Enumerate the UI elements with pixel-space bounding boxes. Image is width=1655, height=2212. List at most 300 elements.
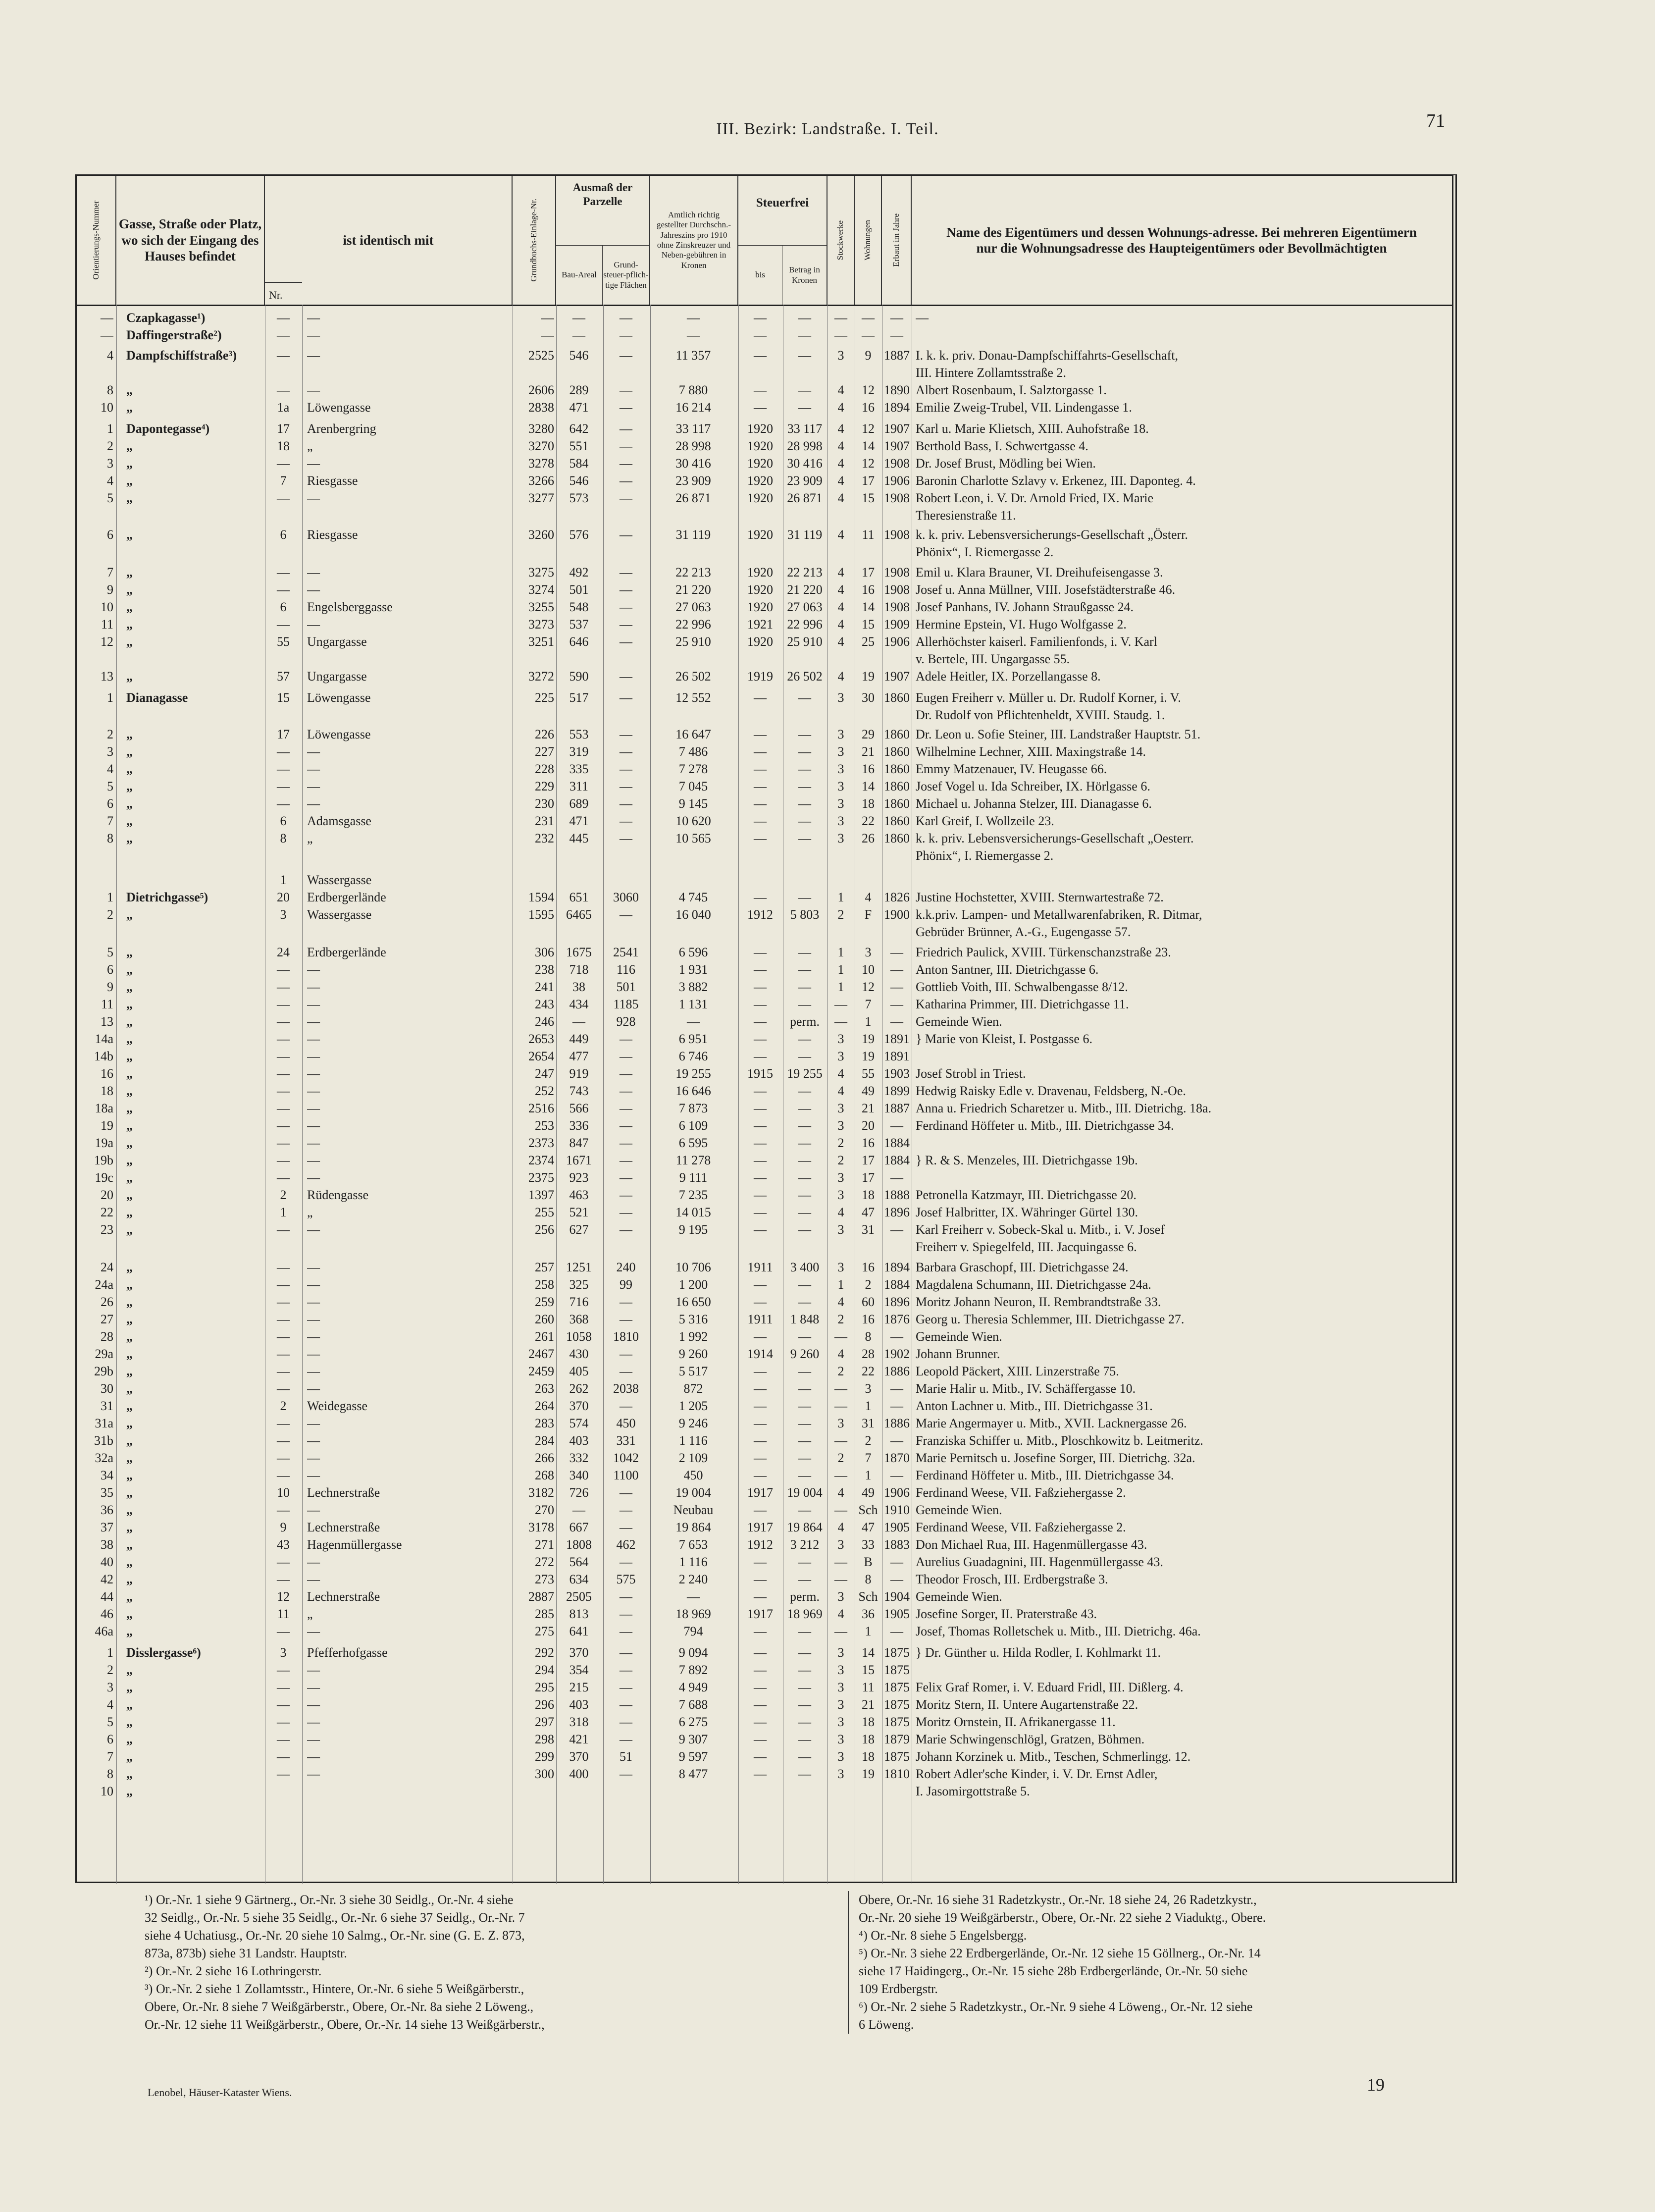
cell-wohnungen: 14	[862, 439, 875, 453]
cell-grundbuch: 298	[535, 1732, 554, 1746]
cell-ident-nr: —	[277, 1749, 290, 1764]
cell-orient: 5	[107, 1715, 113, 1729]
col-header-name: Name des Eigentümers und dessen Wohnungs-adresse. Bei mehreren Eigentümern nur die Wohnungsadresse des Haupteigentümers oder Bevollmächtigten	[946, 224, 1417, 256]
cell-stockwerke: 3	[837, 1537, 844, 1552]
cell-ident: —	[307, 1468, 320, 1482]
col-header-betrag: Betrag in Kronen	[782, 245, 827, 305]
cell-stockwerke: 3	[837, 1680, 844, 1694]
cell-bis: —	[754, 980, 767, 994]
footnote-line: ⁶) Or.-Nr. 2 siehe 5 Radetzkystr., Or.-Nr. 9 siehe 4 Löweng., Or.-Nr. 12 siehe	[859, 2000, 1253, 2014]
cell-betrag: —	[798, 744, 811, 759]
cell-eigentuemer: Ferdinand Höffeter u. Mitb., III. Dietrichgasse 34.	[916, 1118, 1174, 1133]
cell-zins: 9 111	[679, 1170, 708, 1185]
cell-zins: 26 871	[675, 491, 711, 505]
cell-grundflaeche: —	[620, 1607, 632, 1621]
cell-gasse: „	[126, 1433, 133, 1448]
footnote-line: 6 Löweng.	[859, 2017, 914, 2032]
cell-orient: 3	[107, 456, 113, 471]
cell-eigentuemer: Josef Strobl in Triest.	[916, 1066, 1026, 1081]
cell-bis: 1920	[747, 491, 773, 505]
cell-ident-nr: —	[277, 1014, 290, 1029]
cell-stockwerke: —	[834, 1468, 847, 1482]
cell-bis: —	[754, 1697, 767, 1712]
table-row	[77, 633, 1452, 650]
cell-grundbuch: 259	[535, 1295, 554, 1309]
cell-bis: —	[754, 1222, 767, 1237]
cell-gasse: „	[126, 527, 133, 542]
cell-stockwerke: 4	[837, 527, 844, 542]
cell-eigentuemer: Petronella Katzmayr, III. Dietrichgasse 20.	[916, 1188, 1137, 1202]
cell-wohnungen: 16	[862, 1312, 875, 1326]
cell-ident-nr: —	[277, 1066, 290, 1081]
cell-grundbuch: 258	[535, 1277, 554, 1292]
cell-eigentuemer: Emmy Matzenauer, IV. Heugasse 66.	[916, 762, 1107, 776]
cell-grundbuch: 232	[535, 831, 554, 845]
cell-eigentuemer: Robert Adler'sche Kinder, i. V. Dr. Ernst Adler,	[916, 1767, 1158, 1781]
cell-zins: 9 246	[678, 1416, 708, 1430]
cell-erbaut: 1896	[884, 1295, 910, 1309]
table-row	[77, 906, 1452, 923]
cell-ident: Riesgasse	[307, 527, 358, 542]
cell-erbaut: 1908	[884, 600, 910, 614]
cell-zins: Neubau	[673, 1503, 714, 1517]
sheet-number: 19	[1367, 2075, 1385, 2095]
cell-bauareal: 521	[569, 1205, 589, 1219]
cell-ident-nr: —	[277, 1381, 290, 1396]
cell-orient: 5	[107, 779, 113, 793]
cell-bauareal: 370	[569, 1749, 589, 1764]
cell-bis: —	[754, 890, 767, 904]
col-header-grundbuch: Grundbuchs-Einlage-Nr.	[513, 176, 556, 305]
cell-erbaut: 1907	[884, 669, 910, 684]
cell-bauareal: 646	[569, 634, 589, 649]
cell-wohnungen: 14	[862, 1645, 875, 1660]
table-row	[77, 979, 1452, 996]
cell-ident: —	[307, 1170, 320, 1185]
cell-grundbuch: 285	[535, 1607, 554, 1621]
cell-bis: —	[754, 1767, 767, 1781]
cell-ident-nr: 24	[277, 945, 290, 959]
cell-orient: 46	[101, 1607, 113, 1621]
cell-eigentuemer: k. k. priv. Lebensversicherungs-Gesellschaft „Österr.	[916, 527, 1188, 542]
cell-wohnungen: 17	[862, 565, 875, 579]
register-table	[75, 174, 1457, 1883]
cell-erbaut: 1887	[884, 348, 910, 363]
cell-stockwerke: 4	[837, 1084, 844, 1098]
cell-bis: —	[754, 400, 767, 415]
cell-stockwerke: 3	[837, 1663, 844, 1677]
cell-zins: 450	[683, 1468, 703, 1482]
cell-grundflaeche: 928	[616, 1014, 636, 1029]
cell-stockwerke: 4	[837, 634, 844, 649]
cell-wohnungen: 14	[862, 600, 875, 614]
cell-bis: —	[754, 744, 767, 759]
cell-gasse: „	[126, 1697, 133, 1712]
cell-bis: —	[754, 311, 767, 325]
cell-wohnungen: 9	[865, 348, 872, 363]
table-row	[77, 1714, 1452, 1731]
cell-bis: 1914	[747, 1347, 773, 1361]
cell-orient: 24	[101, 1260, 113, 1274]
cell-erbaut: 1894	[884, 400, 910, 415]
cell-eigentuemer: Robert Leon, i. V. Dr. Arnold Fried, IX. Marie	[916, 491, 1153, 505]
table-row	[77, 778, 1452, 795]
cell-grundflaeche: 51	[620, 1749, 632, 1764]
cell-grundflaeche: —	[620, 1170, 632, 1185]
cell-eigentuemer: Aurelius Guadagnini, III. Hagenmüllergasse 43.	[916, 1555, 1163, 1569]
cell-ident: Löwengasse	[307, 690, 371, 705]
cell-wohnungen: 22	[862, 1364, 875, 1378]
cell-betrag: 26 502	[787, 669, 823, 684]
cell-erbaut: 1860	[884, 690, 910, 705]
table-row	[77, 813, 1452, 830]
cell-betrag: 5 803	[790, 907, 820, 922]
cell-orient: 13	[101, 669, 113, 684]
cell-grundflaeche: —	[620, 565, 632, 579]
cell-wohnungen: 20	[862, 1118, 875, 1133]
cell-ident: —	[307, 1153, 320, 1167]
table-row	[77, 1065, 1452, 1082]
cell-stockwerke: 4	[837, 1066, 844, 1081]
cell-stockwerke: 2	[837, 1451, 844, 1465]
table-row	[77, 365, 1452, 381]
cell-gasse: „	[126, 617, 133, 632]
cell-bauareal: 576	[569, 527, 589, 542]
cell-grundflaeche: —	[620, 456, 632, 471]
cell-bauareal: —	[572, 1014, 585, 1029]
cell-wohnungen: 1	[865, 1399, 872, 1413]
table-row	[77, 1135, 1452, 1152]
cell-bis: —	[754, 945, 767, 959]
cell-orient: 42	[101, 1572, 113, 1586]
cell-eigentuemer: Theodor Frosch, III. Erdbergstraße 3.	[916, 1572, 1108, 1586]
cell-bis: —	[754, 1572, 767, 1586]
cell-zins: 16 040	[675, 907, 711, 922]
cell-betrag: —	[798, 1118, 811, 1133]
cell-bis: —	[754, 1153, 767, 1167]
cell-zins: 11 357	[675, 348, 711, 363]
table-row	[77, 1519, 1452, 1536]
cell-gasse: „	[126, 491, 133, 505]
table-row	[77, 1588, 1452, 1605]
cell-wohnungen: 60	[862, 1295, 875, 1309]
cell-bis: —	[754, 383, 767, 397]
table-row	[77, 581, 1452, 598]
cell-wohnungen: 25	[862, 634, 875, 649]
cell-ident-nr: —	[277, 565, 290, 579]
cell-betrag: —	[798, 1084, 811, 1098]
cell-erbaut: —	[890, 311, 903, 325]
cell-ident: —	[307, 1101, 320, 1115]
cell-zins: 19 864	[675, 1520, 711, 1534]
cell-zins: 7 486	[678, 744, 708, 759]
cell-eigentuemer: Phönix“, I. Riemergasse 2.	[916, 545, 1054, 559]
cell-bauareal: 667	[569, 1520, 589, 1534]
cell-erbaut: 1860	[884, 727, 910, 741]
cell-eigentuemer: } Dr. Günther u. Hilda Rodler, I. Kohlmarkt 11.	[916, 1645, 1161, 1660]
table-row	[77, 399, 1452, 416]
cell-orient: 19	[101, 1118, 113, 1133]
cell-erbaut: 1890	[884, 383, 910, 397]
cell-ident: —	[307, 997, 320, 1011]
cell-wohnungen: 47	[862, 1205, 875, 1219]
cell-zins: 10 706	[675, 1260, 711, 1274]
cell-eigentuemer: Don Michael Rua, III. Hagenmüllergasse 43.	[916, 1537, 1147, 1552]
cell-ident: —	[307, 565, 320, 579]
cell-gasse: „	[126, 1329, 133, 1344]
cell-eigentuemer: Josef u. Anna Müllner, VIII. Josefstädterstraße 46.	[916, 582, 1176, 597]
cell-wohnungen: 12	[862, 456, 875, 471]
cell-stockwerke: 2	[837, 1153, 844, 1167]
cell-wohnungen: 2	[865, 1277, 872, 1292]
cell-wohnungen: 1	[865, 1014, 872, 1029]
cell-bauareal: 1671	[566, 1153, 592, 1167]
cell-bis: 1920	[747, 421, 773, 436]
cell-grundbuch: 261	[535, 1329, 554, 1344]
cell-eigentuemer: Moritz Stern, II. Untere Augartenstraße 22.	[916, 1697, 1138, 1712]
cell-grundflaeche: —	[620, 617, 632, 632]
cell-grundbuch: 284	[535, 1433, 554, 1448]
cell-erbaut: 1908	[884, 491, 910, 505]
cell-orient: 35	[101, 1485, 113, 1500]
cell-erbaut: —	[890, 1555, 903, 1569]
cell-erbaut: —	[890, 980, 903, 994]
cell-ident-nr: —	[277, 1663, 290, 1677]
cell-ident-nr: —	[277, 1260, 290, 1274]
cell-stockwerke: 4	[837, 491, 844, 505]
table-row	[77, 544, 1452, 561]
cell-wohnungen: —	[862, 311, 875, 325]
cell-orient: 10	[101, 400, 113, 415]
cell-orient: 44	[101, 1589, 113, 1604]
cell-ident-nr: —	[277, 348, 290, 363]
cell-ident: —	[307, 1260, 320, 1274]
cell-betrag: —	[798, 1277, 811, 1292]
cell-bauareal: 923	[569, 1170, 589, 1185]
cell-ident: —	[307, 762, 320, 776]
cell-stockwerke: 2	[837, 1364, 844, 1378]
cell-betrag: —	[798, 980, 811, 994]
cell-ident-nr: —	[277, 1118, 290, 1133]
cell-gasse: „	[126, 1347, 133, 1361]
cell-grundbuch: 2459	[528, 1364, 554, 1378]
cell-ident: —	[307, 1680, 320, 1694]
footnotes-right	[848, 1891, 1457, 2034]
cell-betrag: —	[798, 1032, 811, 1046]
cell-eigentuemer: Albert Rosenbaum, I. Salztorgasse 1.	[916, 383, 1107, 397]
cell-wohnungen: 16	[862, 582, 875, 597]
cell-ident-nr: —	[277, 383, 290, 397]
cell-orient: 37	[101, 1520, 113, 1534]
table-row	[77, 1083, 1452, 1100]
cell-zins: 28 998	[675, 439, 711, 453]
cell-orient: 22	[101, 1205, 113, 1219]
cell-betrag: —	[798, 383, 811, 397]
cell-eigentuemer: Anna u. Friedrich Scharetzer u. Mitb., III. Dietrichg. 18a.	[916, 1101, 1212, 1115]
cell-eigentuemer: Johann Korzinek u. Mitb., Teschen, Schmerlingg. 12.	[916, 1749, 1191, 1764]
cell-erbaut: 1884	[884, 1136, 910, 1150]
cell-ident-nr: 20	[277, 890, 290, 904]
cell-grundbuch: 2887	[528, 1589, 554, 1604]
cell-stockwerke: —	[834, 328, 847, 342]
cell-ident-nr: 12	[277, 1589, 290, 1604]
cell-ident: —	[307, 1663, 320, 1677]
cell-bis: —	[754, 1084, 767, 1098]
cell-grundbuch: 3251	[528, 634, 554, 649]
cell-stockwerke: 4	[837, 1347, 844, 1361]
table-row	[77, 743, 1452, 760]
cell-bis: —	[754, 1433, 767, 1448]
cell-erbaut: 1908	[884, 456, 910, 471]
cell-zins: 4 949	[678, 1680, 708, 1694]
cell-zins: —	[687, 1014, 700, 1029]
cell-bauareal: 471	[569, 814, 589, 828]
cell-bis: —	[754, 690, 767, 705]
cell-zins: 9 260	[678, 1347, 708, 1361]
cell-zins: 6 109	[678, 1118, 708, 1133]
cell-grundflaeche: —	[620, 439, 632, 453]
cell-grundflaeche: —	[620, 348, 632, 363]
cell-gasse: „	[126, 1416, 133, 1430]
cell-bis: 1911	[747, 1260, 773, 1274]
cell-wohnungen: 15	[862, 617, 875, 632]
cell-wohnungen: 7	[865, 1451, 872, 1465]
col-header-ausmass: Ausmaß der Parzelle Bau-Areal Grund-steuer-pflich-tige Flächen	[556, 176, 650, 305]
cell-orient: 1	[107, 421, 113, 436]
cell-betrag: —	[798, 945, 811, 959]
cell-grundflaeche: —	[620, 400, 632, 415]
cell-erbaut: 1905	[884, 1607, 910, 1621]
cell-zins: 9 597	[678, 1749, 708, 1764]
cell-grundbuch: 300	[535, 1767, 554, 1781]
cell-gasse: „	[126, 796, 133, 811]
table-row	[77, 1502, 1452, 1519]
cell-ident-nr: —	[277, 980, 290, 994]
cell-zins: 33 117	[675, 421, 711, 436]
cell-grundbuch: 1595	[528, 907, 554, 922]
cell-erbaut: 1905	[884, 1520, 910, 1534]
cell-bauareal: 405	[569, 1364, 589, 1378]
footnote-line: ⁵) Or.-Nr. 3 siehe 22 Erdbergerlände, Or.-Nr. 12 siehe 15 Göllnerg., Or.-Nr. 14	[859, 1946, 1261, 1960]
cell-orient: 8	[107, 383, 113, 397]
cell-wohnungen: 18	[862, 796, 875, 811]
cell-grundflaeche: —	[620, 1503, 632, 1517]
cell-eigentuemer: Josef Panhans, IV. Johann Straußgasse 24.	[916, 600, 1134, 614]
cell-erbaut: 1906	[884, 1485, 910, 1500]
cell-ident: —	[307, 1312, 320, 1326]
cell-orient: 19b	[94, 1153, 113, 1167]
cell-ident-nr: —	[277, 1084, 290, 1098]
cell-bauareal: 340	[569, 1468, 589, 1482]
col-header-erbaut: Erbaut im Jahre	[882, 176, 912, 305]
cell-gasse: Dietrichgasse⁵)	[126, 890, 208, 904]
cell-grundbuch: 292	[535, 1645, 554, 1660]
cell-bis: 1920	[747, 565, 773, 579]
publisher-line: Lenobel, Häuser-Kataster Wiens.	[148, 2086, 292, 2099]
footnote-line: Or.-Nr. 12 siehe 11 Weißgärberstr., Obere, Or.-Nr. 14 siehe 13 Weißgärberstr.,	[145, 2017, 545, 2032]
cell-gasse: „	[126, 1555, 133, 1569]
cell-bis: —	[754, 1555, 767, 1569]
cell-ident: —	[307, 1084, 320, 1098]
cell-grundbuch: 268	[535, 1468, 554, 1482]
cell-gasse: „	[126, 600, 133, 614]
cell-betrag: 3 212	[790, 1537, 820, 1552]
cell-zins: 7 235	[678, 1188, 708, 1202]
cell-orient: 1	[107, 1645, 113, 1660]
cell-bauareal: 553	[569, 727, 589, 741]
cell-grundbuch: 3274	[528, 582, 554, 597]
table-row	[77, 455, 1452, 472]
cell-gasse: „	[126, 744, 133, 759]
cell-ident: —	[307, 1049, 320, 1063]
cell-bis: —	[754, 814, 767, 828]
cell-grundflaeche: —	[620, 474, 632, 488]
cell-bis: —	[754, 779, 767, 793]
cell-ident: —	[307, 1749, 320, 1764]
cell-eigentuemer: Dr. Josef Brust, Mödling bei Wien.	[916, 456, 1096, 471]
table-row	[77, 1662, 1452, 1679]
cell-grundflaeche: —	[620, 1697, 632, 1712]
cell-wohnungen: 7	[865, 997, 872, 1011]
cell-grundflaeche: —	[620, 669, 632, 684]
cell-bis: —	[754, 1014, 767, 1029]
cell-bauareal: 634	[569, 1572, 589, 1586]
cell-erbaut: 1870	[884, 1451, 910, 1465]
cell-gasse: „	[126, 727, 133, 741]
table-row	[77, 1187, 1452, 1204]
cell-ident: „	[307, 1205, 313, 1219]
cell-orient: 20	[101, 1188, 113, 1202]
cell-eigentuemer: Magdalena Schumann, III. Dietrichgasse 24a.	[916, 1277, 1151, 1292]
cell-grundbuch: 1594	[528, 890, 554, 904]
cell-grundbuch: 1397	[528, 1188, 554, 1202]
cell-stockwerke: —	[834, 1014, 847, 1029]
cell-bis: —	[754, 1645, 767, 1660]
col-header-bau: Bau-Areal	[556, 245, 603, 305]
cell-gasse: „	[126, 1295, 133, 1309]
cell-erbaut: 1875	[884, 1680, 910, 1694]
cell-bauareal: 813	[569, 1607, 589, 1621]
cell-bis: —	[754, 997, 767, 1011]
cell-zins: 2 109	[678, 1451, 708, 1465]
cell-wohnungen: 1	[865, 1624, 872, 1638]
cell-stockwerke: —	[834, 997, 847, 1011]
cell-gasse: „	[126, 582, 133, 597]
cell-wohnungen: 16	[862, 1260, 875, 1274]
cell-gasse: „	[126, 962, 133, 977]
cell-wohnungen: 30	[862, 690, 875, 705]
cell-eigentuemer: Wilhelmine Lechner, XIII. Maxingstraße 14.	[916, 744, 1146, 759]
cell-orient: 2	[107, 727, 113, 741]
table-row	[77, 795, 1452, 812]
cell-orient: 40	[101, 1555, 113, 1569]
cell-ident: —	[307, 1416, 320, 1430]
cell-gasse: „	[126, 1032, 133, 1046]
cell-grundbuch: 296	[535, 1697, 554, 1712]
cell-gasse: Daffingerstraße²)	[126, 328, 222, 342]
table-row	[77, 1380, 1452, 1397]
table-row	[77, 726, 1452, 743]
footnote-line: ⁴) Or.-Nr. 8 siehe 5 Engelsbergg.	[859, 1928, 1027, 1943]
cell-orient: 29a	[95, 1347, 113, 1361]
cell-stockwerke: 3	[837, 1715, 844, 1729]
cell-bauareal: 6465	[566, 907, 592, 922]
cell-erbaut: 1876	[884, 1312, 910, 1326]
cell-orient: 32a	[95, 1451, 113, 1465]
cell-ident: —	[307, 1381, 320, 1396]
cell-gasse: „	[126, 669, 133, 684]
cell-eigentuemer: Freiherr v. Spiegelfeld, III. Jacquingasse 6.	[916, 1240, 1137, 1254]
